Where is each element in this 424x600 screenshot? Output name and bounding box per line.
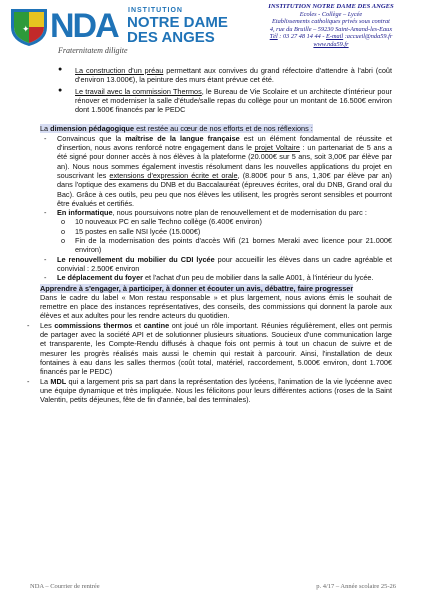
text-run: Convaincus que la [57, 133, 126, 143]
logo-letters: NDA [50, 7, 118, 45]
circle-bullet-icon: o [61, 236, 66, 246]
text-bold: MDL [50, 376, 67, 386]
page-footer [30, 583, 396, 590]
logo-name-line2: DES ANGES [127, 29, 215, 46]
svg-text:✦: ✦ [22, 25, 30, 35]
sub-item-text: Fin de la modernisation des points d'accès Wifi (21 bornes Meraki avec licence pour 21.000€ environ) [75, 236, 392, 255]
logo-name [127, 15, 228, 45]
projet-voltaire: projet Voltaire [254, 143, 300, 153]
text-bold: maîtrise de la langue française [125, 133, 240, 143]
circle-bullet-icon: o [61, 217, 66, 227]
contact-address: 4, rue du Bruille – 59230 Saint-Amand-les-Eaux [269, 25, 393, 33]
contact-line: Etablissements catholiques privés sous contrat [272, 18, 390, 26]
text-run: , (8.800€ pour 5 ans, 1,30€ par élève par an) dans l'optique des examens du DNB et du Baccalauréat (épreuves écrites, oral du DNB, Grand oral du Bac). Grâce à ces outils, peu peu que nos élèves les utilisent, les progrès seront sensibles et pourront être évalués et certifiés. [57, 170, 392, 208]
bullet-item [58, 86, 392, 115]
engage-title: Apprendre à s'engager, à participer, à donner et écouter un avis, débattre, faire progresser [40, 283, 354, 293]
text-bold: commissions thermos [54, 320, 133, 330]
dash-item-thermos [27, 320, 392, 377]
dim-bold: dimension pédagogique [50, 124, 135, 134]
dash-icon: - [44, 254, 47, 264]
email-value[interactable]: :accueil@nda59.fr [343, 33, 393, 41]
text-run: est un élément fondamental de réussite et d'insertion, nous avons renforcé notre engagement dans le [57, 133, 392, 153]
text-bold: cantine [143, 320, 170, 330]
dim-post: est restée au cœur de nos efforts et de nos réflexions : [134, 124, 313, 134]
footer-left: NDA – Courrier de rentrée [30, 583, 100, 590]
sub-item [61, 226, 392, 236]
text-run: , nous poursuivons notre plan de renouvellement et de modernisation du parc : [112, 208, 367, 218]
contact-title: INSTITUTION NOTRE DAME DES ANGES [268, 3, 394, 10]
shield-icon [8, 7, 50, 47]
preau-text: permettant aux convives du grand réfectoire d'attendre à l'abri (coût d'environ 13.000€), la peinture des murs étant prévue cet été. [75, 66, 392, 85]
footer-page-number: p. 4/17 – Année scolaire 25-26 [316, 583, 396, 590]
tel-label: Tél [269, 33, 278, 41]
dash-list-2 [27, 320, 392, 405]
tel-value: : 03 27 48 14 44 - [277, 33, 326, 41]
contact-block [246, 3, 416, 49]
circle-bullet-icon: o [61, 226, 66, 236]
dash-icon: - [27, 376, 30, 386]
text-run: et l'achat d'un peu de mobilier dans la salle A001, à l'intérieur du lycée. [142, 273, 374, 283]
dim-pre: La [40, 124, 51, 134]
thermos-title: Le travail avec la commission Thermos [75, 86, 202, 96]
dash-icon: - [44, 133, 47, 143]
section-heading-engagement [40, 284, 392, 293]
dash-item-mdl [27, 376, 392, 405]
text-run: et [132, 320, 144, 330]
extensions-link: extensions d'expression écrite et orale [109, 170, 238, 180]
dash-icon: - [27, 320, 30, 330]
dash-item-informatique [44, 208, 392, 218]
dash-item-francais [44, 133, 393, 208]
text-bold: En informatique [57, 208, 113, 218]
sub-item [61, 217, 392, 227]
text-bold: Le déplacement du foyer [57, 273, 143, 283]
sub-list [61, 217, 392, 255]
preau-title: La construction d'un préau [75, 66, 164, 75]
text-run: ont joué un rôle important. Réunies régulièrement, elles ont permis de partager avec la société API et de solutionner plusieurs situations. Soucieux d'une communication large et transparente, les Compte-Rendu diffusés à chaque fois ont permis à tout un chacun de suivre et de mesurer les progrès réalisés mais aussi le chemin qui restait à parcourir. Ainsi, l'installation de deux fontaines à eau dans les salles thermos (coût total, matériel, raccordement, 5.000€ environ, dont 1.700€ financés par le PEDC) [40, 320, 392, 377]
bullet-item [58, 66, 392, 85]
text-run: qui a largement pris sa part dans la représentation des lycéens, l'animation de la vie lycéenne avec une équipe dynamique et très impliquée. Nous les félicitons pour leurs différentes actions (roses de la Saint Valentin, petits déjeunes, fête de fin d'année, bal des terminales). [40, 376, 392, 405]
website-link[interactable]: www.nda59.fr [313, 40, 349, 48]
sub-item-text: 15 postes en salle NSI lycée (15.000€) [75, 226, 201, 236]
text-run: pour accueillir les élèves dans un cadre agréable et convivial : 2.500€ environ [57, 254, 392, 273]
thermos-text: , le Bureau de Vie Scolaire et un architecte d'intérieur pour rénover et moderniser la salle d'étude/salle repas du collège pour un montant de 16.500€ environ dont 1.500€ financés par le PEDC [75, 86, 392, 115]
section-heading-pedagogique [40, 124, 392, 133]
bullet-dot-icon: ● [58, 86, 63, 94]
text-bold: Le renouvellement du mobilier du CDI lycée [57, 254, 215, 264]
sub-item-text: 10 nouveaux PC en salle Techno collège (6.400€ environ) [75, 217, 262, 227]
text-run: Les [40, 320, 55, 330]
bullet-list [58, 66, 392, 115]
dash-icon: - [44, 273, 47, 283]
dash-item-foyer [44, 273, 392, 283]
engage-intro: Dans le cadre du label « Mon restau responsable » et plus largement, nous avions émis le souhait de remettre en place des instances représentatives, des conseils, des commissions qui donnent la parole aux élèves et aux adultes pour les rendre acteurs du quotidien. [40, 292, 392, 321]
bullet-dot-icon: ● [58, 66, 63, 73]
dash-item-cdi [44, 254, 392, 274]
dash-list [44, 133, 393, 283]
dash-icon: - [44, 208, 47, 218]
sub-item [61, 236, 392, 255]
school-motto: Fraternitatem diligite [58, 46, 128, 55]
contact-phone-email [246, 33, 416, 41]
logo-name-line1: NOTRE DAME [127, 14, 228, 31]
text-run: : un partenariat de 5 ans a été signé pour donner accès à nos élèves à la plateforme (20.000€ sur 5 ans, soit 3,00€ par élève par an). Nous nous sommes également investis résolument dans les nouvelles applications du projet en souscrivant les [57, 143, 393, 180]
text-run: La [40, 376, 51, 386]
contact-line: Ecoles - Collège – Lycée [299, 10, 363, 18]
email-label: E-mail [326, 33, 344, 41]
logo-institution: INSTITUTION [128, 7, 183, 14]
letter-body [27, 62, 393, 405]
